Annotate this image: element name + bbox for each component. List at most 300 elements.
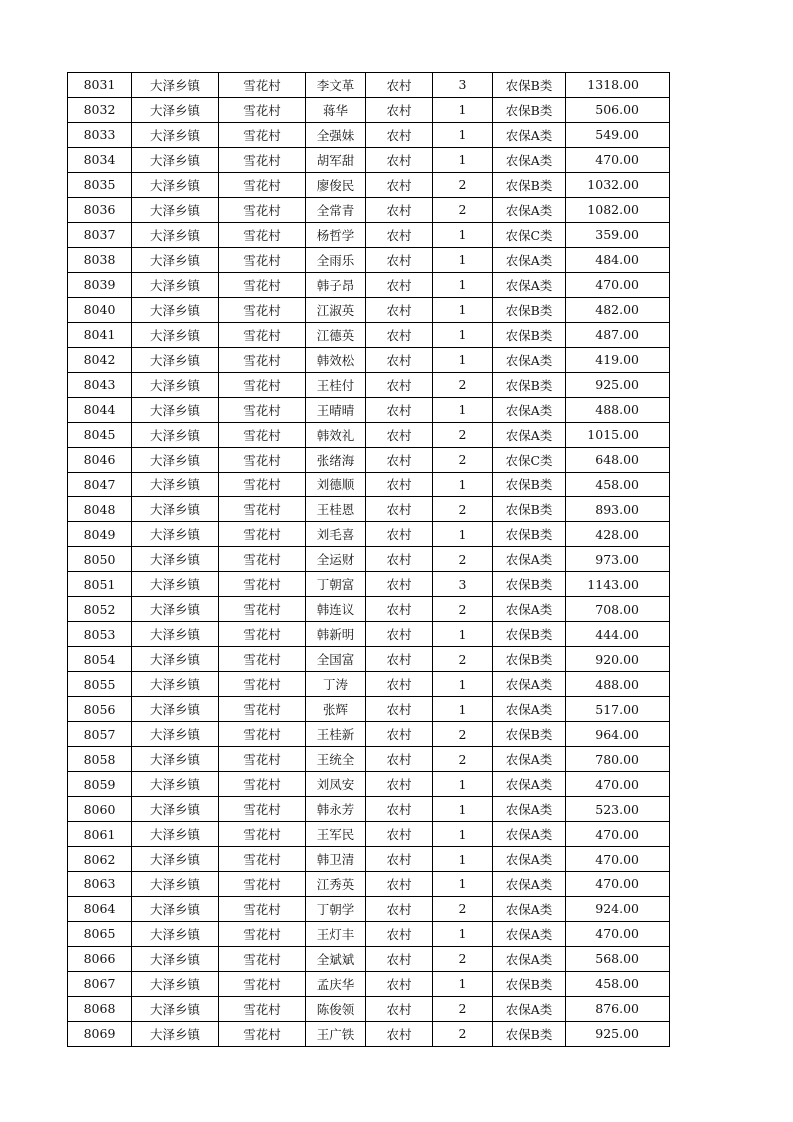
- table-body: [68, 73, 670, 1047]
- insurance-category-cell: 农保A类: [493, 197, 566, 222]
- amount-cell: 780.00: [566, 747, 670, 772]
- table-row: [68, 247, 670, 272]
- person-name-cell: 蒋华: [306, 97, 366, 122]
- township-cell: 大泽乡镇: [132, 772, 219, 797]
- household-type-cell: 农村: [366, 547, 433, 572]
- record-id-cell: 8054: [68, 647, 132, 672]
- insurance-category-cell: 农保A类: [493, 847, 566, 872]
- family-count-cell: 2: [433, 372, 493, 397]
- village-cell: 雪花村: [219, 147, 306, 172]
- household-type-cell: 农村: [366, 797, 433, 822]
- amount-cell: 517.00: [566, 697, 670, 722]
- household-type-cell: 农村: [366, 847, 433, 872]
- record-id-cell: 8043: [68, 372, 132, 397]
- township-cell: 大泽乡镇: [132, 847, 219, 872]
- record-id-cell: 8053: [68, 622, 132, 647]
- insurance-category-cell: 农保B类: [493, 622, 566, 647]
- person-name-cell: 韩效松: [306, 347, 366, 372]
- table-row: [68, 797, 670, 822]
- family-count-cell: 2: [433, 1021, 493, 1046]
- amount-cell: 506.00: [566, 97, 670, 122]
- record-id-cell: 8057: [68, 722, 132, 747]
- township-cell: 大泽乡镇: [132, 747, 219, 772]
- amount-cell: 444.00: [566, 622, 670, 647]
- township-cell: 大泽乡镇: [132, 797, 219, 822]
- amount-cell: 648.00: [566, 447, 670, 472]
- township-cell: 大泽乡镇: [132, 647, 219, 672]
- table-row: [68, 747, 670, 772]
- record-id-cell: 8034: [68, 147, 132, 172]
- amount-cell: 924.00: [566, 896, 670, 921]
- household-type-cell: 农村: [366, 872, 433, 897]
- table-row: [68, 772, 670, 797]
- village-cell: 雪花村: [219, 97, 306, 122]
- person-name-cell: 王晴晴: [306, 397, 366, 422]
- table-row: [68, 971, 670, 996]
- table-row: [68, 572, 670, 597]
- record-id-cell: 8051: [68, 572, 132, 597]
- amount-cell: 549.00: [566, 122, 670, 147]
- table-row: [68, 921, 670, 946]
- amount-cell: 1082.00: [566, 197, 670, 222]
- family-count-cell: 1: [433, 872, 493, 897]
- family-count-cell: 1: [433, 847, 493, 872]
- township-cell: 大泽乡镇: [132, 197, 219, 222]
- township-cell: 大泽乡镇: [132, 297, 219, 322]
- household-type-cell: 农村: [366, 447, 433, 472]
- person-name-cell: 韩卫清: [306, 847, 366, 872]
- township-cell: 大泽乡镇: [132, 921, 219, 946]
- table-row: [68, 697, 670, 722]
- household-type-cell: 农村: [366, 697, 433, 722]
- person-name-cell: 韩永芳: [306, 797, 366, 822]
- village-cell: 雪花村: [219, 822, 306, 847]
- amount-cell: 1015.00: [566, 422, 670, 447]
- village-cell: 雪花村: [219, 597, 306, 622]
- amount-cell: 428.00: [566, 522, 670, 547]
- insurance-category-cell: 农保A类: [493, 272, 566, 297]
- village-cell: 雪花村: [219, 872, 306, 897]
- amount-cell: 484.00: [566, 247, 670, 272]
- record-id-cell: 8047: [68, 472, 132, 497]
- record-id-cell: 8063: [68, 872, 132, 897]
- insurance-category-cell: 农保B类: [493, 572, 566, 597]
- table-row: [68, 522, 670, 547]
- village-cell: 雪花村: [219, 447, 306, 472]
- amount-cell: 893.00: [566, 497, 670, 522]
- person-name-cell: 丁涛: [306, 672, 366, 697]
- village-cell: 雪花村: [219, 921, 306, 946]
- household-type-cell: 农村: [366, 896, 433, 921]
- household-type-cell: 农村: [366, 522, 433, 547]
- township-cell: 大泽乡镇: [132, 946, 219, 971]
- person-name-cell: 韩连议: [306, 597, 366, 622]
- village-cell: 雪花村: [219, 397, 306, 422]
- person-name-cell: 李文革: [306, 73, 366, 98]
- person-name-cell: 全强妹: [306, 122, 366, 147]
- insurance-category-cell: 农保A类: [493, 397, 566, 422]
- table-row: [68, 822, 670, 847]
- person-name-cell: 张绪海: [306, 447, 366, 472]
- household-type-cell: 农村: [366, 472, 433, 497]
- village-cell: 雪花村: [219, 996, 306, 1021]
- village-cell: 雪花村: [219, 747, 306, 772]
- table-row: [68, 946, 670, 971]
- village-cell: 雪花村: [219, 172, 306, 197]
- village-cell: 雪花村: [219, 247, 306, 272]
- table-row: [68, 547, 670, 572]
- household-type-cell: 农村: [366, 1021, 433, 1046]
- household-type-cell: 农村: [366, 622, 433, 647]
- household-type-cell: 农村: [366, 197, 433, 222]
- household-type-cell: 农村: [366, 147, 433, 172]
- person-name-cell: 刘凤安: [306, 772, 366, 797]
- amount-cell: 470.00: [566, 872, 670, 897]
- family-count-cell: 3: [433, 73, 493, 98]
- family-count-cell: 1: [433, 122, 493, 147]
- village-cell: 雪花村: [219, 896, 306, 921]
- amount-cell: 876.00: [566, 996, 670, 1021]
- township-cell: 大泽乡镇: [132, 996, 219, 1021]
- village-cell: 雪花村: [219, 946, 306, 971]
- township-cell: 大泽乡镇: [132, 1021, 219, 1046]
- family-count-cell: 2: [433, 172, 493, 197]
- household-type-cell: 农村: [366, 73, 433, 98]
- insurance-category-cell: 农保A类: [493, 797, 566, 822]
- record-id-cell: 8062: [68, 847, 132, 872]
- record-id-cell: 8033: [68, 122, 132, 147]
- table-row: [68, 497, 670, 522]
- village-cell: 雪花村: [219, 622, 306, 647]
- village-cell: 雪花村: [219, 847, 306, 872]
- insurance-category-cell: 农保B类: [493, 522, 566, 547]
- person-name-cell: 胡军甜: [306, 147, 366, 172]
- household-type-cell: 农村: [366, 647, 433, 672]
- record-id-cell: 8055: [68, 672, 132, 697]
- household-type-cell: 农村: [366, 946, 433, 971]
- insurance-category-cell: 农保A类: [493, 697, 566, 722]
- family-count-cell: 1: [433, 772, 493, 797]
- household-type-cell: 农村: [366, 347, 433, 372]
- amount-cell: 1032.00: [566, 172, 670, 197]
- family-count-cell: 1: [433, 672, 493, 697]
- township-cell: 大泽乡镇: [132, 447, 219, 472]
- village-cell: 雪花村: [219, 422, 306, 447]
- township-cell: 大泽乡镇: [132, 97, 219, 122]
- township-cell: 大泽乡镇: [132, 622, 219, 647]
- household-type-cell: 农村: [366, 272, 433, 297]
- record-id-cell: 8039: [68, 272, 132, 297]
- township-cell: 大泽乡镇: [132, 172, 219, 197]
- township-cell: 大泽乡镇: [132, 522, 219, 547]
- amount-cell: 470.00: [566, 772, 670, 797]
- family-count-cell: 2: [433, 946, 493, 971]
- amount-cell: 925.00: [566, 372, 670, 397]
- household-type-cell: 农村: [366, 372, 433, 397]
- insurance-category-cell: 农保B类: [493, 73, 566, 98]
- person-name-cell: 丁朝学: [306, 896, 366, 921]
- family-count-cell: 2: [433, 447, 493, 472]
- township-cell: 大泽乡镇: [132, 272, 219, 297]
- family-count-cell: 1: [433, 297, 493, 322]
- village-cell: 雪花村: [219, 797, 306, 822]
- township-cell: 大泽乡镇: [132, 597, 219, 622]
- township-cell: 大泽乡镇: [132, 572, 219, 597]
- record-id-cell: 8059: [68, 772, 132, 797]
- table-row: [68, 197, 670, 222]
- village-cell: 雪花村: [219, 73, 306, 98]
- person-name-cell: 王桂付: [306, 372, 366, 397]
- family-count-cell: 1: [433, 397, 493, 422]
- household-type-cell: 农村: [366, 921, 433, 946]
- township-cell: 大泽乡镇: [132, 397, 219, 422]
- township-cell: 大泽乡镇: [132, 322, 219, 347]
- person-name-cell: 王军民: [306, 822, 366, 847]
- family-count-cell: 1: [433, 147, 493, 172]
- table-row: [68, 122, 670, 147]
- record-id-cell: 8058: [68, 747, 132, 772]
- record-id-cell: 8049: [68, 522, 132, 547]
- family-count-cell: 1: [433, 222, 493, 247]
- amount-cell: 482.00: [566, 297, 670, 322]
- amount-cell: 964.00: [566, 722, 670, 747]
- amount-cell: 359.00: [566, 222, 670, 247]
- insurance-category-cell: 农保B类: [493, 97, 566, 122]
- record-id-cell: 8052: [68, 597, 132, 622]
- table-row: [68, 847, 670, 872]
- person-name-cell: 陈俊领: [306, 996, 366, 1021]
- amount-cell: 470.00: [566, 822, 670, 847]
- family-count-cell: 1: [433, 622, 493, 647]
- person-name-cell: 王灯丰: [306, 921, 366, 946]
- household-type-cell: 农村: [366, 97, 433, 122]
- person-name-cell: 王桂新: [306, 722, 366, 747]
- amount-cell: 925.00: [566, 1021, 670, 1046]
- village-cell: 雪花村: [219, 1021, 306, 1046]
- table-row: [68, 672, 670, 697]
- amount-cell: 470.00: [566, 272, 670, 297]
- table-row: [68, 896, 670, 921]
- insurance-category-cell: 农保B类: [493, 1021, 566, 1046]
- township-cell: 大泽乡镇: [132, 722, 219, 747]
- township-cell: 大泽乡镇: [132, 697, 219, 722]
- village-cell: 雪花村: [219, 522, 306, 547]
- family-count-cell: 2: [433, 197, 493, 222]
- township-cell: 大泽乡镇: [132, 122, 219, 147]
- person-name-cell: 张辉: [306, 697, 366, 722]
- table-row: [68, 272, 670, 297]
- amount-cell: 458.00: [566, 971, 670, 996]
- record-id-cell: 8068: [68, 996, 132, 1021]
- household-type-cell: 农村: [366, 172, 433, 197]
- amount-cell: 1318.00: [566, 73, 670, 98]
- insurance-category-cell: 农保A类: [493, 921, 566, 946]
- amount-cell: 1143.00: [566, 572, 670, 597]
- family-count-cell: 1: [433, 697, 493, 722]
- record-id-cell: 8069: [68, 1021, 132, 1046]
- record-id-cell: 8035: [68, 172, 132, 197]
- family-count-cell: 2: [433, 497, 493, 522]
- family-count-cell: 1: [433, 97, 493, 122]
- table-row: [68, 297, 670, 322]
- family-count-cell: 2: [433, 722, 493, 747]
- insurance-category-cell: 农保B类: [493, 497, 566, 522]
- village-cell: 雪花村: [219, 572, 306, 597]
- table-row: [68, 722, 670, 747]
- amount-cell: 568.00: [566, 946, 670, 971]
- record-id-cell: 8060: [68, 797, 132, 822]
- amount-cell: 470.00: [566, 921, 670, 946]
- table-row: [68, 172, 670, 197]
- record-id-cell: 8050: [68, 547, 132, 572]
- family-count-cell: 2: [433, 896, 493, 921]
- village-cell: 雪花村: [219, 772, 306, 797]
- amount-cell: 920.00: [566, 647, 670, 672]
- insurance-category-cell: 农保B类: [493, 722, 566, 747]
- insurance-category-cell: 农保A类: [493, 422, 566, 447]
- record-id-cell: 8031: [68, 73, 132, 98]
- insurance-category-cell: 农保A类: [493, 996, 566, 1021]
- person-name-cell: 王统全: [306, 747, 366, 772]
- person-name-cell: 杨哲学: [306, 222, 366, 247]
- record-id-cell: 8066: [68, 946, 132, 971]
- person-name-cell: 廖俊民: [306, 172, 366, 197]
- family-count-cell: 1: [433, 247, 493, 272]
- household-type-cell: 农村: [366, 572, 433, 597]
- household-type-cell: 农村: [366, 747, 433, 772]
- table-row: [68, 872, 670, 897]
- township-cell: 大泽乡镇: [132, 971, 219, 996]
- township-cell: 大泽乡镇: [132, 73, 219, 98]
- township-cell: 大泽乡镇: [132, 422, 219, 447]
- household-type-cell: 农村: [366, 247, 433, 272]
- table-row: [68, 422, 670, 447]
- family-count-cell: 2: [433, 996, 493, 1021]
- family-count-cell: 1: [433, 522, 493, 547]
- family-count-cell: 1: [433, 797, 493, 822]
- table-row: [68, 222, 670, 247]
- insurance-category-cell: 农保C类: [493, 222, 566, 247]
- person-name-cell: 孟庆华: [306, 971, 366, 996]
- village-cell: 雪花村: [219, 971, 306, 996]
- insurance-category-cell: 农保A类: [493, 597, 566, 622]
- amount-cell: 708.00: [566, 597, 670, 622]
- records-table: [67, 72, 670, 1047]
- household-type-cell: 农村: [366, 122, 433, 147]
- family-count-cell: 2: [433, 597, 493, 622]
- record-id-cell: 8046: [68, 447, 132, 472]
- person-name-cell: 刘毛喜: [306, 522, 366, 547]
- insurance-category-cell: 农保A类: [493, 247, 566, 272]
- village-cell: 雪花村: [219, 497, 306, 522]
- person-name-cell: 全常青: [306, 197, 366, 222]
- record-id-cell: 8064: [68, 896, 132, 921]
- township-cell: 大泽乡镇: [132, 372, 219, 397]
- table-row: [68, 472, 670, 497]
- table-row: [68, 97, 670, 122]
- insurance-category-cell: 农保C类: [493, 447, 566, 472]
- village-cell: 雪花村: [219, 347, 306, 372]
- township-cell: 大泽乡镇: [132, 547, 219, 572]
- person-name-cell: 江淑英: [306, 297, 366, 322]
- village-cell: 雪花村: [219, 372, 306, 397]
- family-count-cell: 2: [433, 747, 493, 772]
- table-row: [68, 447, 670, 472]
- insurance-category-cell: 农保B类: [493, 172, 566, 197]
- family-count-cell: 2: [433, 647, 493, 672]
- insurance-category-cell: 农保A类: [493, 147, 566, 172]
- household-type-cell: 农村: [366, 822, 433, 847]
- family-count-cell: 1: [433, 347, 493, 372]
- person-name-cell: 全雨乐: [306, 247, 366, 272]
- township-cell: 大泽乡镇: [132, 497, 219, 522]
- insurance-category-cell: 农保B类: [493, 322, 566, 347]
- record-id-cell: 8044: [68, 397, 132, 422]
- table-row: [68, 322, 670, 347]
- household-type-cell: 农村: [366, 722, 433, 747]
- household-type-cell: 农村: [366, 297, 433, 322]
- person-name-cell: 韩子昂: [306, 272, 366, 297]
- family-count-cell: 1: [433, 921, 493, 946]
- township-cell: 大泽乡镇: [132, 822, 219, 847]
- amount-cell: 523.00: [566, 797, 670, 822]
- household-type-cell: 农村: [366, 397, 433, 422]
- person-name-cell: 全国富: [306, 647, 366, 672]
- village-cell: 雪花村: [219, 722, 306, 747]
- village-cell: 雪花村: [219, 472, 306, 497]
- table-row: [68, 996, 670, 1021]
- village-cell: 雪花村: [219, 322, 306, 347]
- village-cell: 雪花村: [219, 297, 306, 322]
- record-id-cell: 8032: [68, 97, 132, 122]
- village-cell: 雪花村: [219, 647, 306, 672]
- insurance-category-cell: 农保B类: [493, 472, 566, 497]
- household-type-cell: 农村: [366, 322, 433, 347]
- family-count-cell: 2: [433, 422, 493, 447]
- township-cell: 大泽乡镇: [132, 247, 219, 272]
- insurance-category-cell: 农保A类: [493, 946, 566, 971]
- record-id-cell: 8065: [68, 921, 132, 946]
- record-id-cell: 8061: [68, 822, 132, 847]
- family-count-cell: 1: [433, 322, 493, 347]
- insurance-category-cell: 农保A类: [493, 672, 566, 697]
- amount-cell: 470.00: [566, 147, 670, 172]
- township-cell: 大泽乡镇: [132, 872, 219, 897]
- household-type-cell: 农村: [366, 772, 433, 797]
- insurance-category-cell: 农保A类: [493, 896, 566, 921]
- record-id-cell: 8056: [68, 697, 132, 722]
- household-type-cell: 农村: [366, 672, 433, 697]
- village-cell: 雪花村: [219, 272, 306, 297]
- record-id-cell: 8067: [68, 971, 132, 996]
- village-cell: 雪花村: [219, 672, 306, 697]
- table-row: [68, 147, 670, 172]
- person-name-cell: 江德英: [306, 322, 366, 347]
- household-type-cell: 农村: [366, 497, 433, 522]
- table-row: [68, 347, 670, 372]
- family-count-cell: 1: [433, 472, 493, 497]
- village-cell: 雪花村: [219, 697, 306, 722]
- insurance-category-cell: 农保A类: [493, 122, 566, 147]
- amount-cell: 470.00: [566, 847, 670, 872]
- table-row: [68, 397, 670, 422]
- insurance-category-cell: 农保B类: [493, 971, 566, 996]
- amount-cell: 488.00: [566, 672, 670, 697]
- record-id-cell: 8040: [68, 297, 132, 322]
- person-name-cell: 王广铁: [306, 1021, 366, 1046]
- record-id-cell: 8042: [68, 347, 132, 372]
- village-cell: 雪花村: [219, 222, 306, 247]
